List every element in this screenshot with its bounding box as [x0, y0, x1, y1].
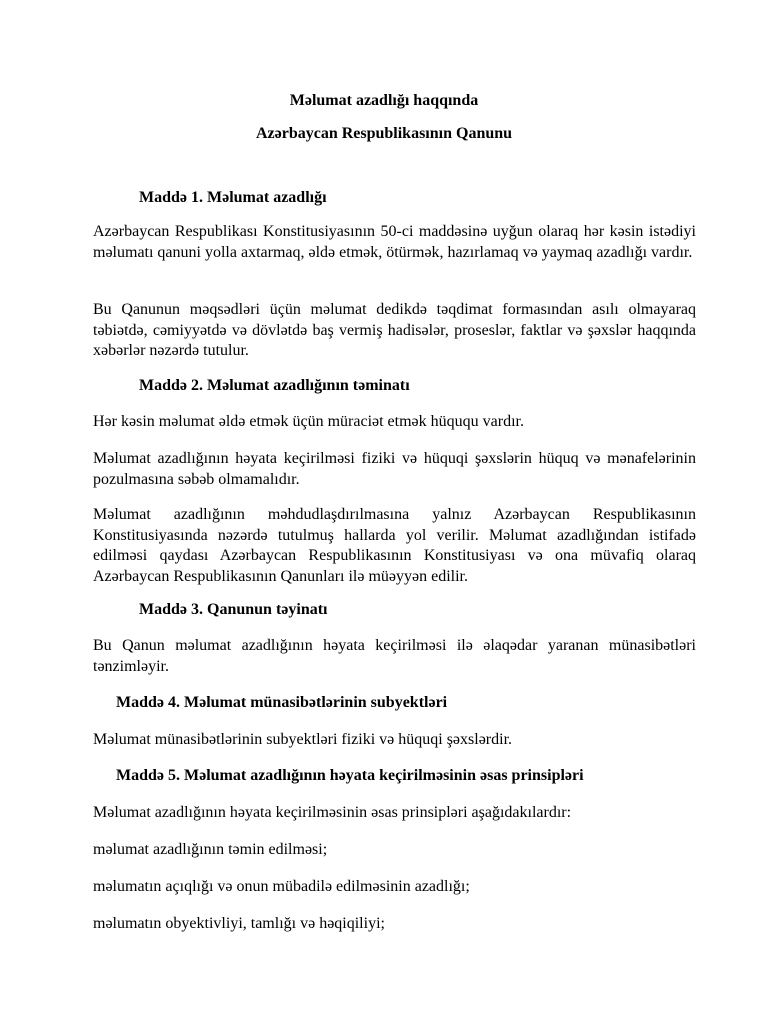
article-5-list-item-1: məlumat azadlığının təmin edilməsi; [93, 841, 328, 858]
article-2-paragraph-2: Məlumat azadlığının həyata keçirilməsi fiziki və hüquqi şəxslərin hüquq və mənafelərinin pozulmasına səbəb olmamalıdır. [93, 450, 696, 488]
article-5-heading: Maddə 5. Məlumat azadlığının həyata keçirilməsinin əsas prinsipləri [116, 767, 584, 784]
article-5-paragraph-1: Məlumat azadlığının həyata keçirilməsinin əsas prinsipləri aşağıdakılardır: [93, 804, 572, 821]
article-2-paragraph-1: Hər kəsin məlumat əldə etmək üçün müraciət etmək hüququ vardır. [93, 413, 524, 430]
document-title: Məlumat azadlığı haqqında [289, 92, 479, 109]
article-3-heading: Maddə 3. Qanunun təyinatı [139, 601, 328, 618]
article-2-paragraph-3: Məlumat azadlığının məhdudlaşdırılmasına yalnız Azərbaycan Respublikasının Konstitusiyasında nəzərdə tutulmuş hallarda yol verilir. Məlumat azadlığından istifadə edilməsi qaydası Azərbaycan Respublikasının Konstitusiyası və ona müvafiq olaraq Azərbaycan Respublikasının Qanunları ilə müəyyən edilir. [93, 506, 696, 585]
article-4-paragraph-1: Məlumat münasibətlərinin subyektləri fiziki və hüquqi şəxslərdir. [93, 731, 513, 748]
document-subtitle: Azərbaycan Respublikasının Qanunu [255, 125, 513, 142]
article-1-paragraph-2: Bu Qanunun məqsədləri üçün məlumat dedikdə təqdimat formasından asılı olmayaraq təbiətdə, cəmiyyətdə və dövlətdə baş vermiş hadisələr, proseslər, faktlar və şəxslər haqqında xəbərlər nəzərdə tutulur. [93, 301, 696, 359]
article-1-heading: Maddə 1. Məlumat azadlığı [139, 189, 327, 206]
article-5-list-item-3: məlumatın obyektivliyi, tamlığı və həqiqiliyi; [93, 915, 385, 932]
article-3-paragraph-1: Bu Qanun məlumat azadlığının həyata keçirilməsi ilə əlaqədar yaranan münasibətləri tənzimləyir. [93, 637, 696, 675]
article-2-heading: Maddə 2. Məlumat azadlığının təminatı [139, 377, 410, 394]
article-5-list-item-2: məlumatın açıqlığı və onun mübadilə edilməsinin azadlığı; [93, 878, 470, 895]
article-1-paragraph-1: Azərbaycan Respublikası Konstitusiyasının 50-ci maddəsinə uyğun olaraq hər kəsin istədiyi məlumatı qanuni yolla axtarmaq, əldə etmək, ötürmək, hazırlamaq və yaymaq azadlığı vardır. [93, 223, 696, 261]
article-4-heading: Maddə 4. Məlumat münasibətlərinin subyektləri [116, 694, 448, 711]
